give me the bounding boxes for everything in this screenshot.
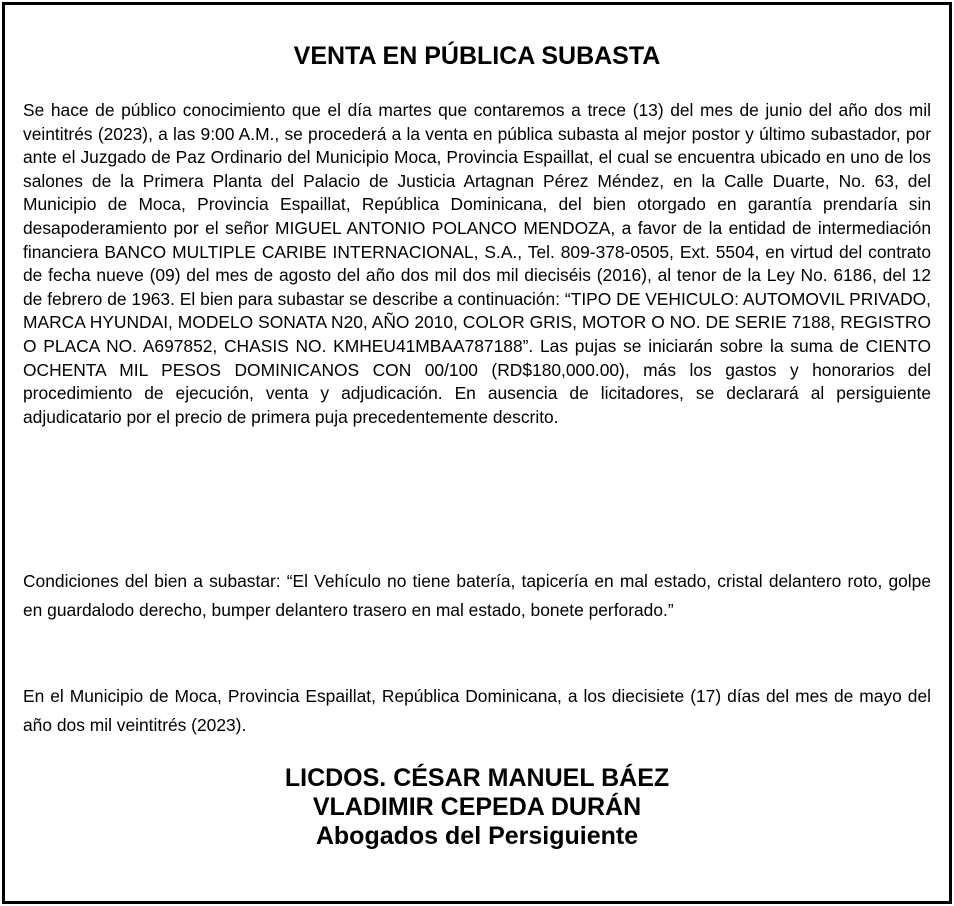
notice-title: VENTA EN PÚBLICA SUBASTA — [293, 42, 661, 70]
signature-line-3: Abogados del Persiguiente — [315, 822, 639, 850]
notice-frame — [2, 2, 952, 904]
vehicle-conditions-paragraph: Condiciones del bien a subastar: “El Vehículo no tiene batería, tapicería en mal estado, cristal delantero roto, golpe en guardalodo derecho, bumper delantero trasero en mal estado, bonete perforado.” — [23, 571, 931, 620]
signature-line-2: VLADIMIR CEPEDA DURÁN — [312, 793, 642, 821]
signature-block — [5, 764, 949, 851]
date-place-paragraph: En el Municipio de Moca, Provincia Espaillat, República Dominicana, a los diecisiete (17) días del mes de mayo del año dos mil veintitrés (2023). — [23, 686, 931, 735]
notice-body-paragraph: Se hace de público conocimiento que el día martes que contaremos a trece (13) del mes de junio del año dos mil veintitrés (2023), a las 9:00 A.M., se procederá a la venta en pública subasta al mejor postor y último subastador, por ante el Juzgado de Paz Ordinario del Municipio Moca, Provincia Espaillat, el cual se encuentra ubicado en uno de los salones de la Primera Planta del Palacio de Justicia Artagnan Pérez Méndez, en la Calle Duarte, No. 63, del Municipio de Moca, Provincia Espaillat, República Dominicana, del bien otorgado en garantía prendaría sin desapoderamiento por el señor MIGUEL ANTONIO POLANCO MENDOZA, a favor de la entidad de intermediación financiera BANCO MULTIPLE CARIBE INTERNACIONAL, S.A., Tel. 809-378-0505, Ext. 5504, en virtud del contrato de fecha nueve (09) del mes de agosto del año dos mil dos mil dieciséis (2016), al tenor de la Ley No. 6186, del 12 de febrero de 1963. El bien para subastar se describe a continuación: “TIPO DE VEHICULO: AUTOMOVIL PRIVADO, MARCA HYUNDAI, MODELO SONATA N20, AÑO 2010, COLOR GRIS, MOTOR O NO. DE SERIE 7188, REGISTRO O PLACA NO. A697852, CHASIS NO. KMHEU41MBAA787188”. Las pujas se iniciarán sobre la suma de CIENTO OCHENTA MIL PESOS DOMINICANOS CON 00/100 (RD$180,000.00), más los gastos y honorarios del procedimiento de ejecución, venta y adjudicación. En ausencia de licitadores, se declarará al persiguiente adjudicatario por el precio de primera puja precedentemente descrito. — [23, 100, 931, 427]
signature-line-1: LICDOS. CÉSAR MANUEL BÁEZ — [284, 764, 670, 792]
